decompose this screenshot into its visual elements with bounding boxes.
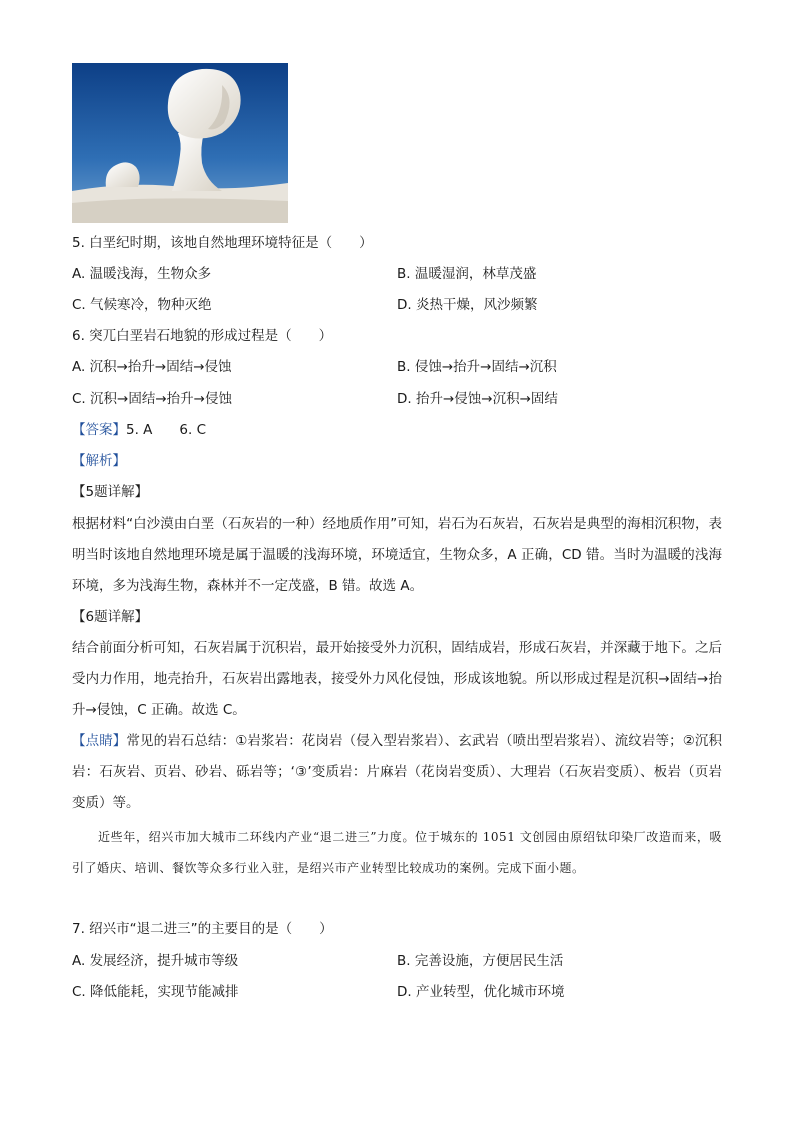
- detail6-text: 结合前面分析可知，石灰岩属于沉积岩，最开始接受外力沉积，固结成岩，形成石灰岩，并深藏于地下。之后受内力作用，地壳抬升，石灰岩出露地表，接受外力风化侵蚀，形成该地貌。所以形成过程是沉积→固结→抬升→侵蚀，C 正确。故选 C。: [72, 640, 722, 718]
- analysis-label: 【解析】: [72, 453, 126, 469]
- q7-option-a: A. 发展经济，提升城市等级: [72, 953, 239, 969]
- mushroom-rock-icon: [72, 63, 288, 223]
- answer-label: 【答案】: [72, 422, 126, 438]
- q6-option-d: D. 抬升→侵蚀→沉积→固结: [397, 391, 558, 407]
- tip-paragraph: [72, 726, 722, 819]
- answer-line: [72, 420, 206, 440]
- q7-option-c: C. 降低能耗，实现节能减排: [72, 984, 239, 1000]
- q5-stem: 5. 白垩纪时期，该地自然地理环境特征是（ ）: [72, 235, 373, 251]
- q7-stem: 7. 绍兴市“退二进三”的主要目的是（ ）: [72, 921, 333, 937]
- answer-text: 5. A 6. C: [126, 422, 207, 438]
- material-text: 近些年，绍兴市加大城市二环线内产业“退二进三”力度。位于城东的 1051 文创园由原绍钛印染厂改造而来，吸引了婚庆、培训、餐饮等众多行业入驻，是绍兴市产业转型比较成功的案例。完成下面小题。: [72, 830, 722, 875]
- q6-option-a: A. 沉积→抬升→固结→侵蚀: [72, 359, 232, 375]
- detail6-label: 【6题详解】: [72, 609, 149, 625]
- q5-option-d: D. 炎热干燥，风沙频繁: [397, 297, 538, 313]
- q5-option-b: B. 温暖湿润，林草茂盛: [397, 266, 537, 282]
- q5-option-c: C. 气候寒冷，物种灭绝: [72, 297, 212, 313]
- detail5-text: 根据材料“白沙漠由白垩（石灰岩的一种）经地质作用”可知，岩石为石灰岩，石灰岩是典型的海相沉积物，表明当时该地自然地理环境是属于温暖的浅海环境，环境适宜，生物众多，A 正确，CD 错。当时为温暖的浅海环境，多为浅海生物，森林并不一定茂盛，B 错。故选 A。: [72, 516, 722, 594]
- detail5-label: 【5题详解】: [72, 484, 149, 500]
- q6-option-b: B. 侵蚀→抬升→固结→沉积: [397, 359, 557, 375]
- q6-stem: 6. 突兀白垩岩石地貌的形成过程是（ ）: [72, 328, 333, 344]
- q5-option-a: A. 温暖浅海，生物众多: [72, 266, 212, 282]
- tip-label: 【点睛】: [72, 733, 127, 749]
- q7-option-d: D. 产业转型，优化城市环境: [397, 984, 565, 1000]
- mushroom-rock-photo: [72, 63, 288, 223]
- tip-text: 常见的岩石总结：①岩浆岩：花岗岩（侵入型岩浆岩）、玄武岩（喷出型岩浆岩）、流纹岩等；②沉积岩：石灰岩、页岩、砂岩、砾岩等；‘③’变质岩：片麻岩（花岗岩变质）、大理岩（石灰岩变质）、板岩（页岩变质）等。: [72, 733, 722, 811]
- q6-option-c: C. 沉积→固结→抬升→侵蚀: [72, 391, 232, 407]
- q7-option-b: B. 完善设施，方便居民生活: [397, 953, 564, 969]
